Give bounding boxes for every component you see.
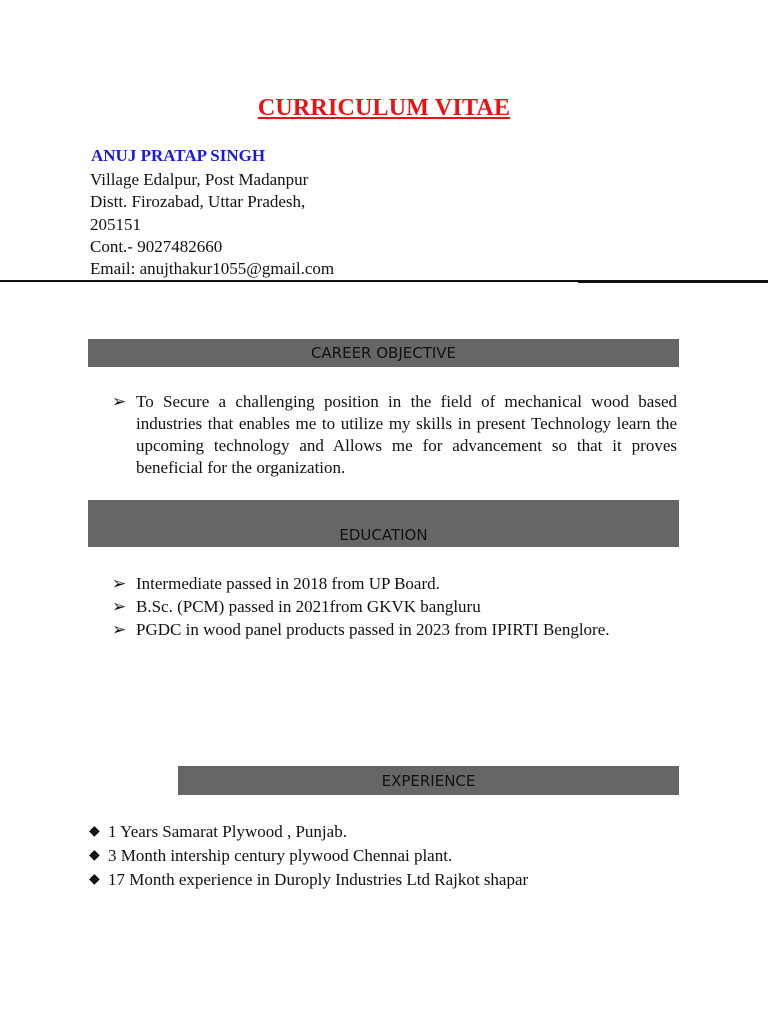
experience-item-text: 3 Month intership century plywood Chennai plant. bbox=[108, 846, 453, 865]
phone-number: Cont.- 9027482660 bbox=[90, 236, 223, 256]
document-title: CURRICULUM VITAE bbox=[257, 95, 511, 121]
education-heading: EDUCATION bbox=[339, 526, 428, 544]
address-line-1: Village Edalpur, Post Madanpur bbox=[90, 170, 309, 189]
list-item bbox=[112, 572, 712, 595]
experience-item-text: 17 Month experience in Duroply Industries Ltd Rajkot shapar bbox=[108, 870, 529, 889]
diamond-bullet-icon: ◆ bbox=[89, 872, 100, 887]
list-item bbox=[89, 844, 689, 868]
email-address: Email: anujthakur1055@gmail.com bbox=[90, 259, 335, 279]
candidate-name: ANUJ PRATAP SINGH bbox=[91, 146, 266, 165]
career-objective-heading: CAREER OBJECTIVE bbox=[310, 344, 457, 362]
postal-code: 205151 bbox=[90, 214, 141, 234]
list-item bbox=[89, 820, 689, 844]
career-objective-heading-bar bbox=[88, 339, 679, 367]
diamond-bullet-icon: ◆ bbox=[89, 824, 100, 839]
career-objective-item bbox=[112, 391, 677, 479]
experience-item-text: 1 Years Samarat Plywood , Punjab. bbox=[108, 822, 347, 841]
education-heading-bar bbox=[88, 500, 679, 547]
arrow-bullet-icon: ➢ bbox=[112, 597, 127, 616]
contact-block bbox=[90, 169, 334, 280]
education-item-text: B.Sc. (PCM) passed in 2021from GKVK bangluru bbox=[136, 597, 481, 616]
career-objective-text: To Secure a challenging position in the field of mechanical wood based industries that enables me to utilize my skills in present Technology learn the upcoming technology and Allows me for advancement so that it proves beneficial for the organization. bbox=[136, 392, 677, 477]
list-item bbox=[112, 595, 712, 618]
diamond-bullet-icon: ◆ bbox=[89, 848, 100, 863]
header-divider-accent bbox=[578, 282, 768, 283]
education-item-text: PGDC in wood panel products passed in 2023 from IPIRTI Benglore. bbox=[136, 620, 610, 639]
experience-heading-bar bbox=[178, 766, 679, 795]
experience-list bbox=[89, 820, 689, 892]
experience-heading: EXPERIENCE bbox=[381, 771, 476, 790]
arrow-bullet-icon: ➢ bbox=[112, 574, 127, 593]
arrow-bullet-icon: ➢ bbox=[112, 620, 127, 639]
education-list bbox=[112, 572, 712, 641]
arrow-bullet-icon: ➢ bbox=[112, 392, 127, 411]
list-item bbox=[112, 618, 712, 641]
list-item bbox=[89, 868, 689, 892]
education-item-text: Intermediate passed in 2018 from UP Board. bbox=[136, 574, 440, 593]
address-line-2: Distt. Firozabad, Uttar Pradesh, bbox=[90, 192, 306, 212]
